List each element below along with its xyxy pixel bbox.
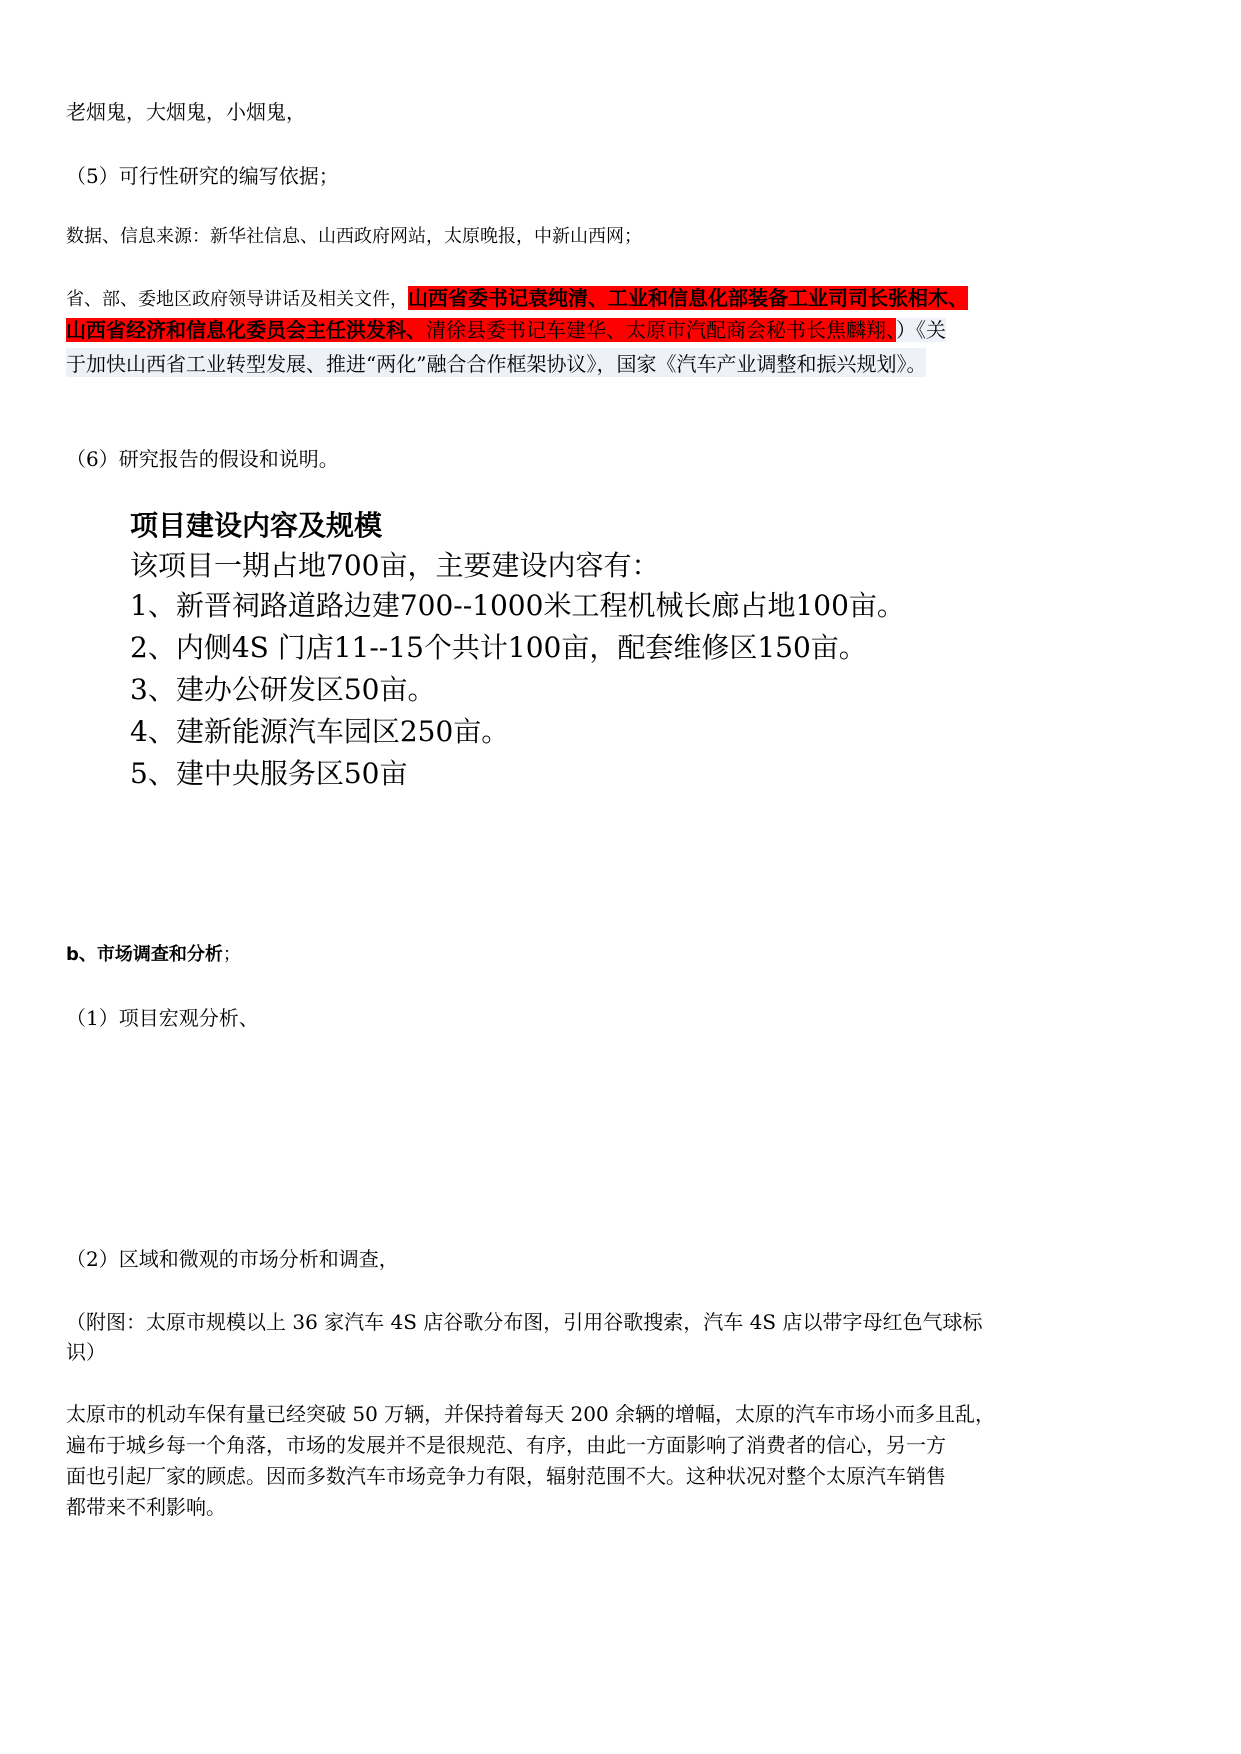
list-item: 3、建办公研发区50亩。	[130, 673, 436, 706]
section-b-semicolon: ；	[222, 944, 241, 965]
list-item: 2、内侧4S 门店11--15个共计100亩，配套维修区150亩。	[130, 631, 867, 664]
highlighted-text: 清徐县委书记车建华、太原市汽配商会秘书长焦麟翔、	[426, 318, 896, 342]
section-heading-6: （6）研究报告的假设和说明。	[66, 447, 339, 471]
sources-line-2	[66, 314, 946, 343]
text-span: ）《关	[896, 318, 946, 342]
highlighted-text: 山西省委书记袁纯清、工业和信息化部装备工业司司长张相木、	[408, 286, 968, 310]
paragraph-line: 太原市的机动车保有量已经突破 50 万辆，并保持着每天 200 余辆的增幅，太原的汽车市场小而多且乱，	[66, 1402, 996, 1426]
data-sources-line: 数据、信息来源：新华社信息、山西政府网站，太原晚报，中新山西网；	[66, 226, 642, 247]
paragraph: 该项目一期占地700亩，主要建设内容有：	[130, 549, 660, 582]
subsection-2: （2）区域和微观的市场分析和调查，	[66, 1247, 399, 1271]
section-heading-5: （5）可行性研究的编写依据；	[66, 164, 339, 188]
list-item: 1、新晋祠路道路边建700--1000米工程机械长廊占地100亩。	[130, 589, 905, 622]
subsection-1: （1）项目宏观分析、	[66, 1006, 259, 1030]
figure-note-cont: 识）	[66, 1340, 106, 1364]
sources-line-1	[66, 282, 968, 311]
list-item: 4、建新能源汽车园区250亩。	[130, 715, 510, 748]
highlighted-text: 山西省经济和信息化委员会主任洪发科、	[66, 318, 426, 342]
section-b-heading	[66, 940, 241, 966]
paragraph-line: 遍布于城乡每一个角落，市场的发展并不是很规范、有序，由此一方面影响了消费者的信心，另一方	[66, 1433, 946, 1457]
paragraph-line: 面也引起厂家的顾虑。因而多数汽车市场竞争力有限，辐射范围不大。这种状况对整个太原汽车销售	[66, 1464, 946, 1488]
section-b-title: b、市场调查和分析	[66, 944, 223, 965]
paragraph-line: 都带来不利影响。	[66, 1495, 226, 1519]
section-title: 项目建设内容及规模	[130, 509, 383, 542]
list-item: 5、建中央服务区50亩	[130, 757, 408, 790]
text-line: 老烟鬼，大烟鬼，小烟鬼，	[66, 100, 306, 124]
figure-note: （附图：太原市规模以上 36 家汽车 4S 店谷歌分布图，引用谷歌搜索，汽车 4S 店以带字母红色气球标	[66, 1310, 983, 1334]
sources-plain-text: 省、部、委地区政府领导讲话及相关文件，	[66, 289, 408, 310]
sources-line-3: 于加快山西省工业转型发展、推进“两化”融合合作框架协议》，国家《汽车产业调整和振兴规划》。	[66, 348, 926, 377]
